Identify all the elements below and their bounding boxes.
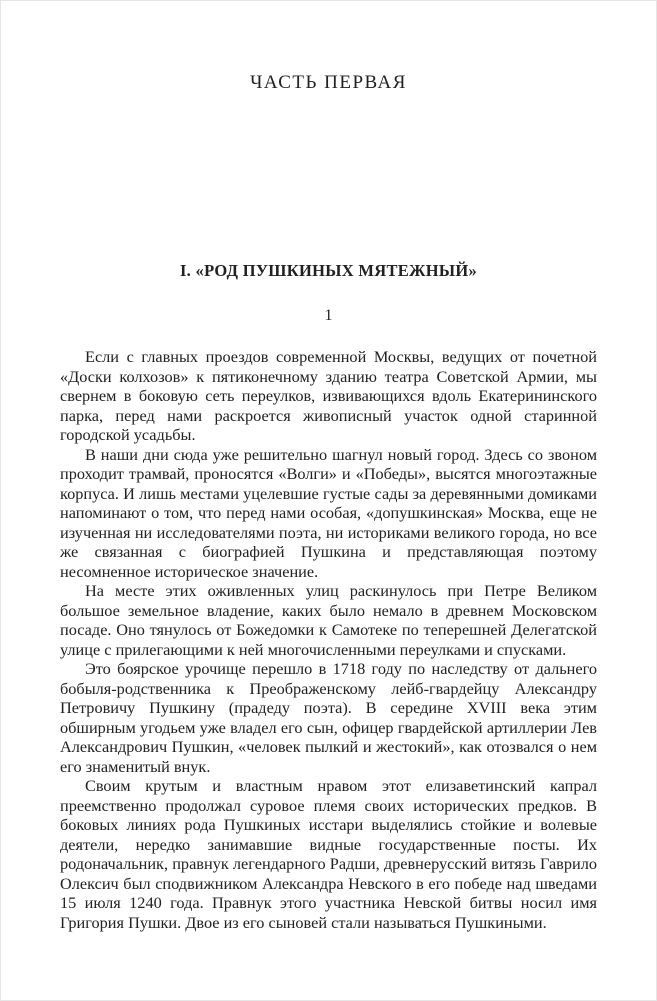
paragraph: Это боярское урочище перешло в 1718 году по наследству от дальнего бобыля-родственника к Преображенскому лейб-гвардейцу Александру Петровичу Пушкину (прадеду поэта). В середине XVIII века этим обширным угодьем уже владел его сын, офицер гвардейской артиллерии Лев Александрович Пушкин, «человек пылкий и жестокий», как отозвался о нем его знаменитый внук. — [60, 659, 597, 776]
section-number: 1 — [324, 307, 333, 324]
chapter-title: I. «РОД ПУШКИНЫХ МЯТЕЖНЫЙ» — [179, 261, 478, 280]
body-text — [60, 347, 597, 932]
paragraph: В наши дни сюда уже решительно шагнул новый город. Здесь со звоном проходит трамвай, проносятся «Волги» и «Победы», высятся многоэтажные корпуса. И лишь местами уцелевшие густые сады за деревянными домиками напоминают о том, что перед нами особая, «допушкинская» Москва, еще не изученная ни исследователями поэта, ни историками великого города, но все же связанная с биографией Пушкина и представляющая поэтому несомненное историческое значение. — [60, 444, 597, 581]
part-title: ЧАСТЬ ПЕРВАЯ — [250, 72, 407, 93]
paragraph: На месте этих оживленных улиц раскинулось при Петре Великом большое земельное владение, каких было немало в древнем Московском посаде. Оно тянулось от Божедомки к Самотеке по теперешней Делегатской улице с прилегающими к ней многочисленными переулками и спусками. — [60, 581, 597, 659]
paragraph: Своим крутым и властным нравом этот елизаветинский капрал преемственно продолжал суровое племя своих исторических предков. В боковых линиях рода Пушкиных исстари выделялись стойкие и волевые деятели, нередко занимавшие видные государственные посты. Их родоначальник, правнук легендарного Радши, древнерусский витязь Гаврило Олексич был сподвижником Александра Невского в его победе над шведами 15 июля 1240 года. Правнук этого участника Невской битвы носил имя Григория Пушки. Двое из его сыновей стали называться Пушкиными. — [60, 776, 597, 932]
paragraph: Если с главных проездов современной Москвы, ведущих от почетной «Доски колхозов» к пятиконечному зданию театра Советской Армии, мы свернем в боковую сеть переулков, извивающихся вдоль Екатерининского парка, перед нами раскроется живописный участок одной старинной городской усадьбы. — [60, 347, 597, 444]
